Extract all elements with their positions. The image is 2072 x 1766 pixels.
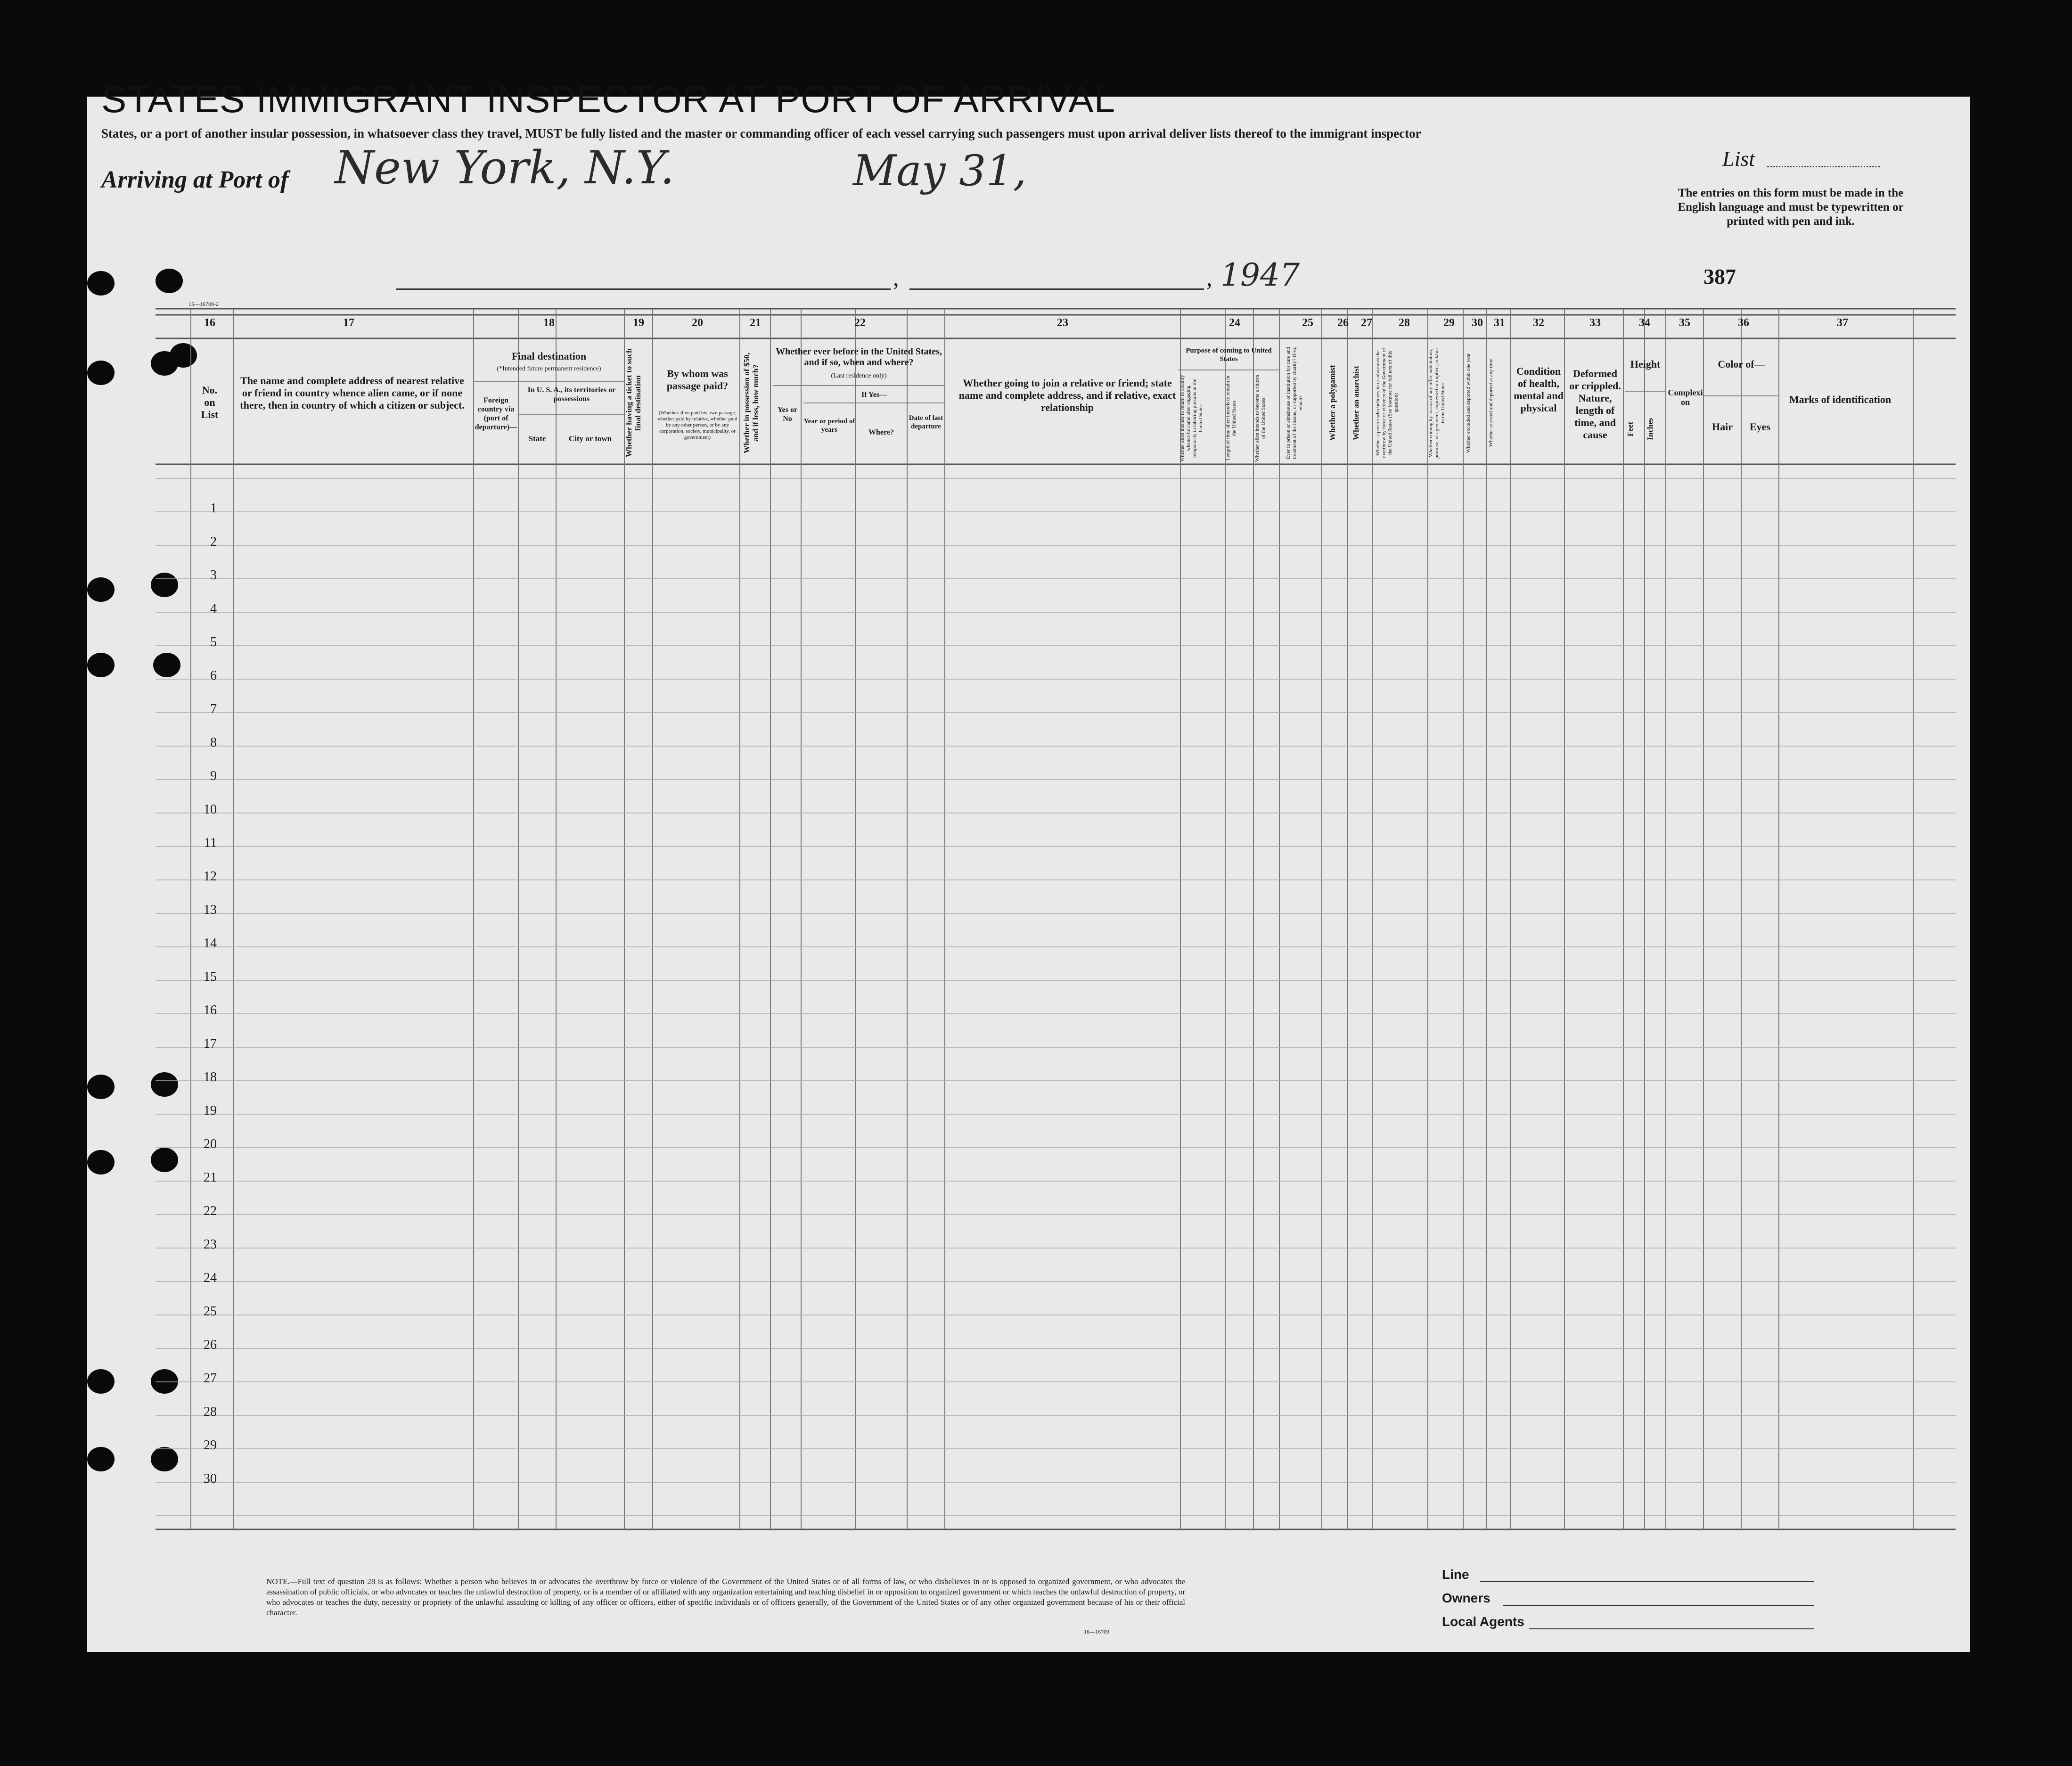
entries-note: The entries on this form must be made in the English language and must be typewritten or printed with pen and ink. [1678, 187, 1904, 228]
row-number: 3 [210, 568, 217, 583]
header-marks-identification: Marks of identification [1789, 394, 1892, 405]
comma-2: , [1206, 264, 1212, 291]
row-number: 24 [204, 1271, 217, 1285]
header-nearest-relative: The name and complete address of nearest relative or friend in country whence alien came, or if none there, then in country of which a citizen or subject. [240, 375, 465, 411]
header-fifty-dollars: Whether in possession of $50, and if less, how much? [742, 353, 760, 453]
list-label: List [1722, 147, 1755, 171]
header-overthrow: Whether a person who believes in or advocates the overthrow by force or violence of the Government of the United States (See footnote for full text of this question) [1375, 348, 1399, 458]
header-join-relative: Whether going to join a relative or friend; state name and complete address, and if relative, exact relationship [958, 377, 1176, 413]
header-passage-paid: By whom was passage paid? [666, 368, 729, 392]
row-number: 15 [204, 969, 217, 984]
row-number: 25 [204, 1304, 217, 1319]
header-ticket: Whether having a ticket to such final destination [624, 348, 642, 458]
footnote-question-28: NOTE.—Full text of question 28 is as follows: Whether a person who believes in or advocates the overthrow by force or violence of the Government of the United States or of all forms of law, or who disbelieves in or is opposed to organized government, or who advocates the assassination of public officials, or who advocates or teaches the unlawful destruction of property, or is a member of or affiliated with any organization entertaining and teaching disbelief in or opposition to organized government or which teaches the unlawful destruction of property, or who advocates or teaches the duty, necessity or propriety of the unlawful assaulting or killing of any officer or officers, either of specific individuals or of officers generally, of the Government of the United States or of any other organized government because of his or their official character. [266, 1577, 1185, 1617]
row-number: 26 [204, 1338, 217, 1352]
year-handwritten: 1947 [1220, 257, 1300, 293]
row-number: 13 [204, 903, 217, 917]
form-code: 15—16709-2 [188, 301, 219, 307]
owners-field [1503, 1605, 1814, 1606]
header-polygamist: Whether a polygamist [1328, 365, 1337, 441]
row-number: 4 [210, 601, 217, 616]
header-labor-offer: Whether coming by reason of any offer, solicitation, promise, or agreement, expressed or implied, to labor in the United States [1428, 347, 1446, 459]
header-height: Height [1630, 358, 1661, 370]
arriving-label: Arriving at Port of [101, 166, 289, 193]
row-number: 28 [204, 1405, 217, 1419]
owners-label: Owners [1442, 1591, 1491, 1605]
footer-form-code: 16—16709 [1084, 1628, 1109, 1635]
row-number: 20 [204, 1137, 217, 1151]
date-handwritten: May 31, [853, 146, 1027, 196]
header-deformed: Deformed or crippled. Nature, length of time, and cause [1569, 368, 1621, 441]
row-number: 27 [204, 1371, 217, 1386]
row-number: 12 [204, 869, 217, 884]
row-number: 16 [204, 1003, 217, 1018]
row-number: 10 [204, 802, 217, 817]
row-number: 11 [204, 836, 217, 850]
row-number: 30 [204, 1471, 217, 1486]
header-health: Condition of health, mental and physical [1514, 365, 1564, 414]
line-label: Line [1442, 1567, 1469, 1582]
port-handwritten: New York, N.Y. [335, 141, 675, 194]
header-deported: Whether arrested and deported at any time [1488, 359, 1494, 447]
page-number: 387 [1703, 264, 1736, 288]
form-subtitle: States, or a port of another insular possession, in whatsoever class they travel, MUST be fully listed and the master or commanding officer of each vessel carrying such passengers must upon arrival deliver lists thereof to the immigrant inspector [101, 126, 1421, 140]
header-prison: Ever in prison or almshouse or institution for care and treatment of the insane, or supported by charity? If so, which? [1286, 346, 1303, 460]
local-agents-field [1529, 1628, 1814, 1629]
local-agents-label: Local Agents [1442, 1614, 1524, 1629]
row-number: 18 [204, 1070, 217, 1084]
row-number: 19 [204, 1103, 217, 1118]
row-number: 5 [210, 635, 217, 649]
header-no-on-list: No. on List [201, 384, 219, 420]
row-number: 23 [204, 1237, 217, 1252]
row-number: 21 [204, 1170, 217, 1185]
header-color-of: Color of— [1718, 358, 1765, 370]
row-number: 29 [204, 1438, 217, 1453]
header-final-destination: Final destination [511, 350, 587, 362]
line-field [1480, 1581, 1814, 1582]
header-excluded: Whether excluded and deported within one year [1466, 353, 1471, 453]
comma-1: , [893, 264, 899, 291]
row-number: 22 [204, 1204, 217, 1218]
row-number: 17 [204, 1036, 217, 1051]
form-title: STATES IMMIGRANT INSPECTOR AT PORT OF ARRIVAL [101, 78, 1116, 120]
row-number: 6 [210, 668, 217, 683]
row-number: 9 [210, 769, 217, 783]
header-complexion: Complexion [1668, 388, 1703, 407]
row-number: 14 [204, 936, 217, 951]
row-number: 7 [210, 702, 217, 716]
row-number: 1 [210, 501, 217, 516]
row-number: 8 [210, 735, 217, 750]
header-before-in-us: Whether ever before in the United States, and if so, when and where? [776, 346, 942, 368]
header-anarchist: Whether an anarchist [1351, 365, 1360, 441]
header-purpose: Purpose of coming to United States [1186, 347, 1272, 363]
row-number: 2 [210, 534, 217, 549]
